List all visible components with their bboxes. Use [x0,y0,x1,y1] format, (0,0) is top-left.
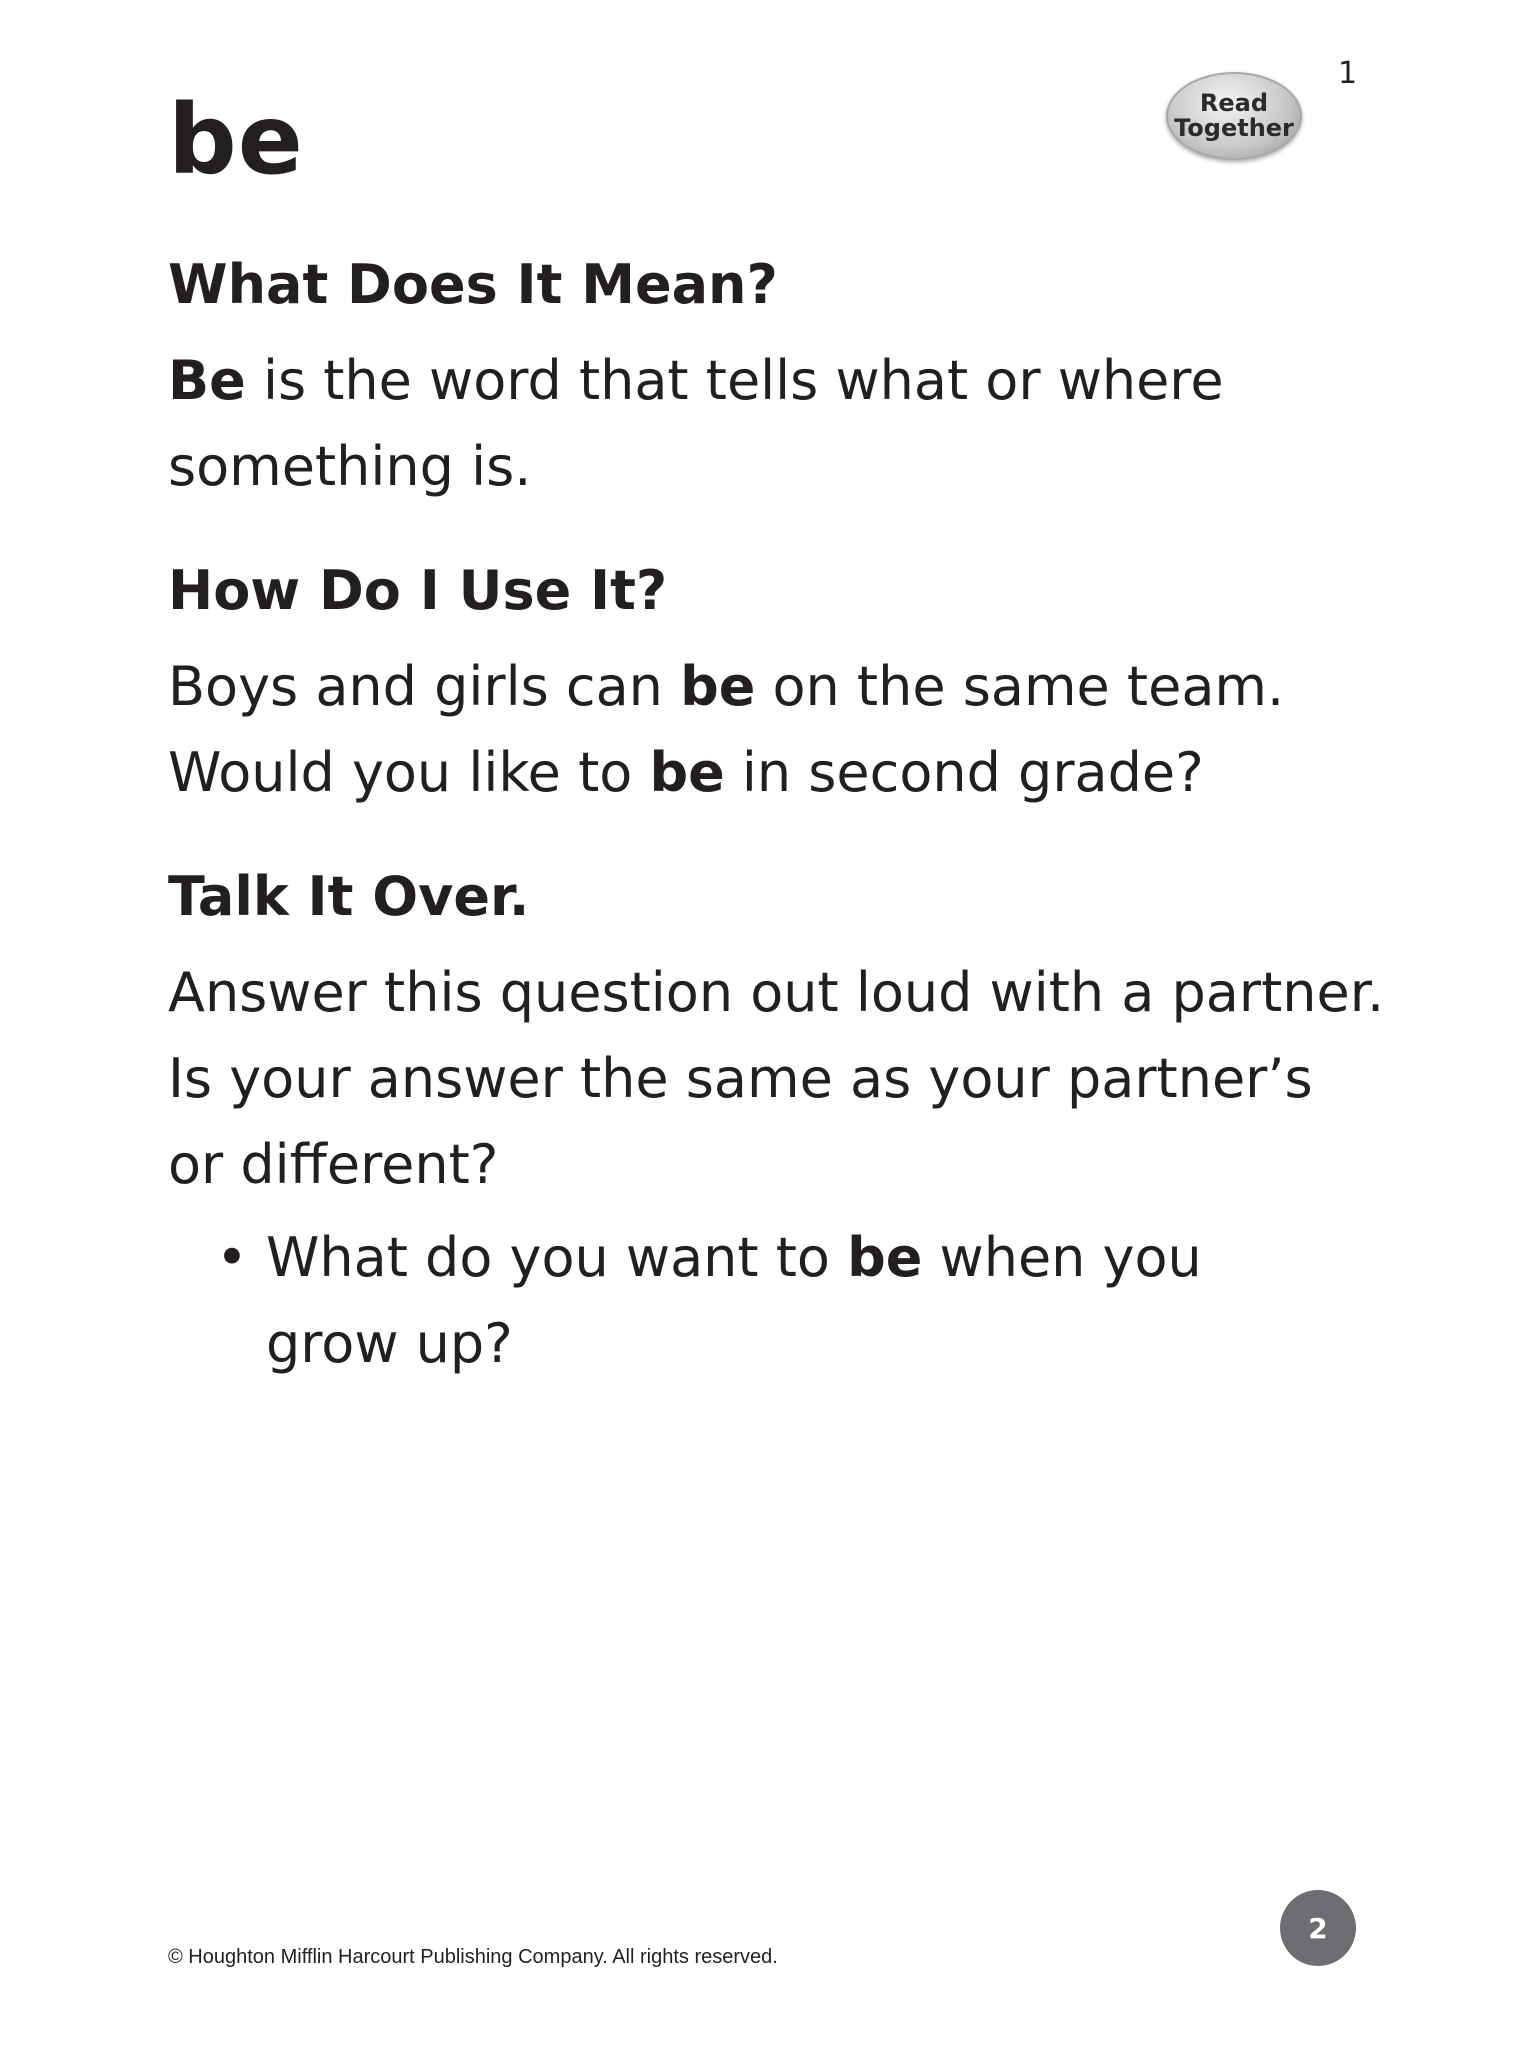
bullet-keyword: be [847,1226,923,1289]
talk-line-1: Answer this question out loud with a partner. [168,961,1385,1024]
meaning-line-1-rest: is the word that tells what or where [245,349,1224,412]
bullet-post: when you [922,1226,1202,1289]
usage-example-2-pre: Would you like to [168,741,650,804]
bullet-icon: • [216,1226,248,1289]
badge-line-1: Read [1199,88,1269,117]
talk-bullet [216,1215,1216,1387]
usage-example-1-keyword: be [680,655,756,718]
talk-heading: Talk It Over. [168,865,530,928]
usage-example-2 [168,730,1284,816]
bullet-line-2: grow up? [266,1312,513,1375]
talk-text [168,950,1384,1208]
meaning-line-1 [168,338,1224,424]
usage-example-1-post: on the same team. [755,655,1285,718]
read-together-badge [1166,72,1302,160]
meaning-text [168,338,1224,510]
usage-example-2-keyword: be [649,741,725,804]
usage-example-1-pre: Boys and girls can [168,655,681,718]
copyright-notice: © Houghton Mifflin Harcourt Publishing Company. All rights reserved. [168,1946,778,1968]
usage-example-2-post: in second grade? [724,741,1204,804]
bullet-line-1 [266,1215,1202,1301]
usage-example-1 [168,644,1284,730]
talk-line-3: or different? [168,1133,499,1196]
meaning-line-2: something is. [168,435,532,498]
meaning-keyword: Be [168,349,246,412]
meaning-heading: What Does It Mean? [168,253,778,316]
page-number-circle: 2 [1280,1890,1356,1966]
usage-text [168,644,1284,816]
bullet-pre: What do you want to [266,1226,848,1289]
usage-heading: How Do I Use It? [168,559,668,622]
bullet-text [266,1215,1202,1387]
page-number-top: 1 [1338,56,1358,91]
talk-line-2: Is your answer the same as your partner’s [168,1047,1313,1110]
badge-line-2: Together [1174,114,1294,142]
page-title: be [168,84,304,196]
